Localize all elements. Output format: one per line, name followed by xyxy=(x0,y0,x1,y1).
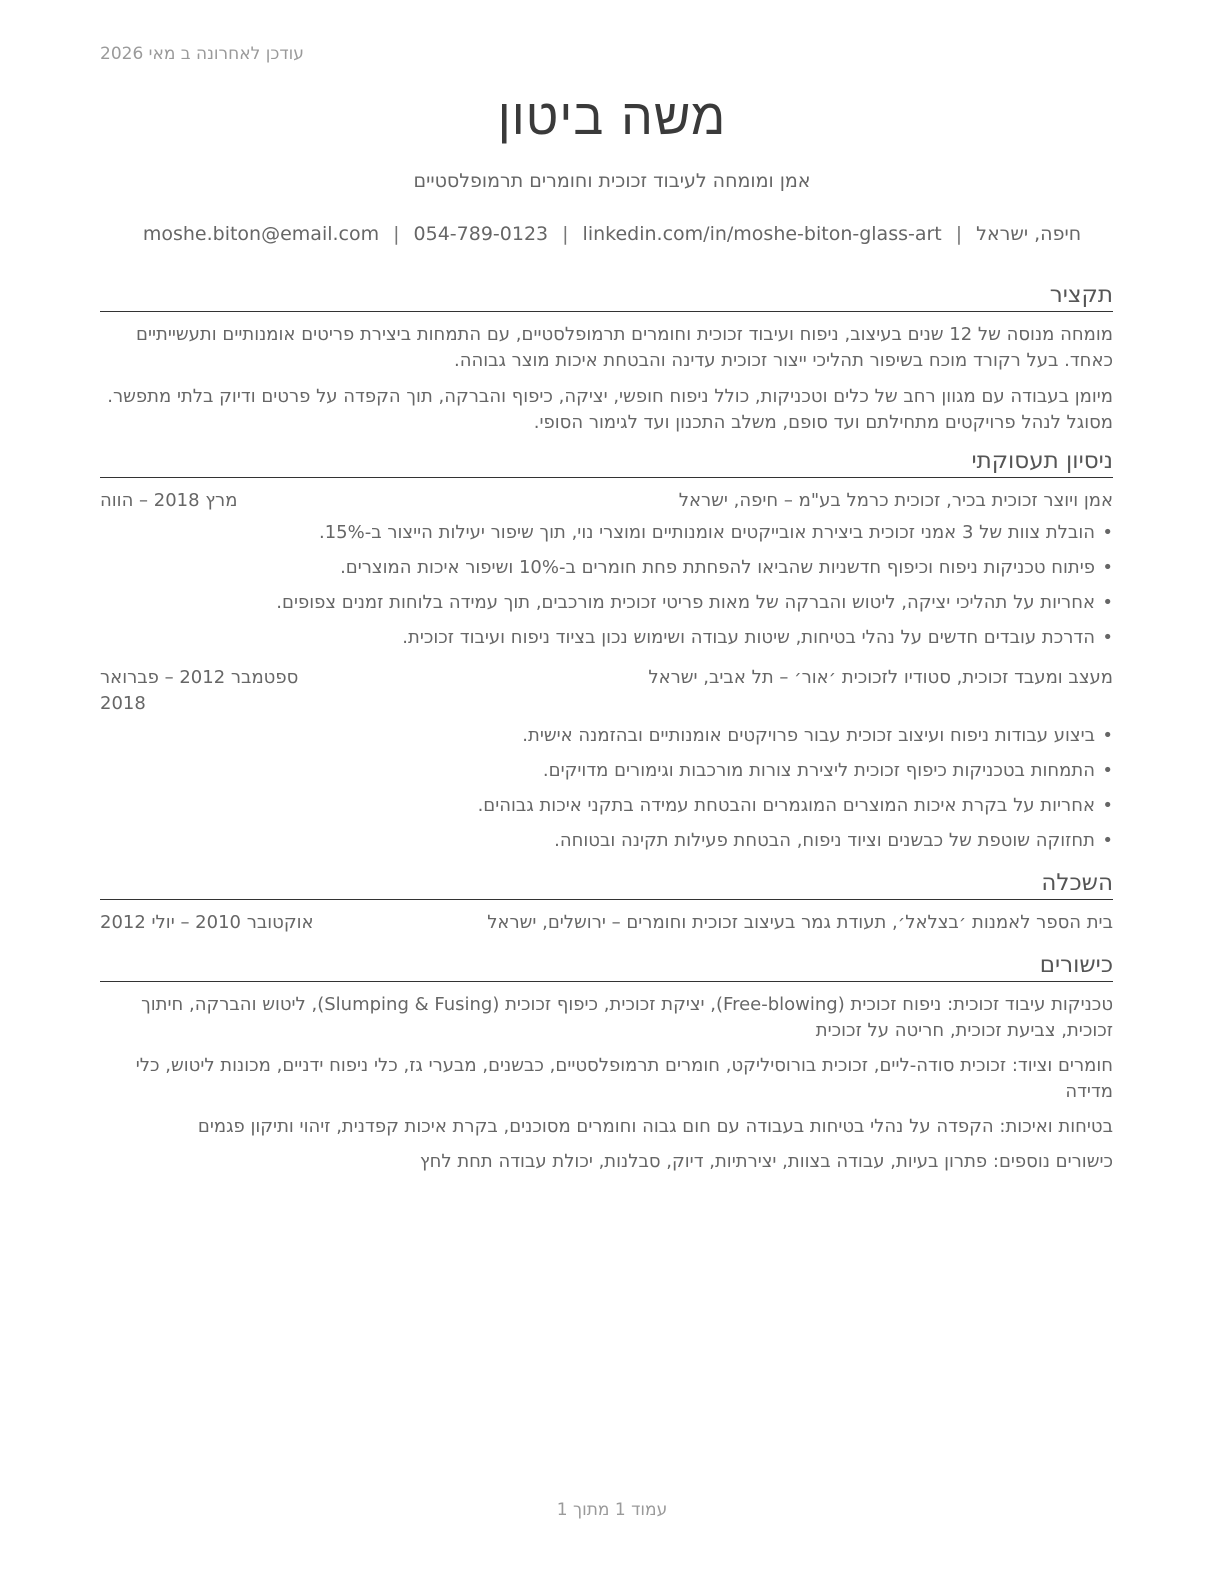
job-bullet: • הובלת צוות של 3 אמני זכוכית ביצירת אובייקטים אומנותיים ומוצרי נוי, תוך שיפור יעילות הייצור ב-15%. xyxy=(100,520,1113,546)
job-bullet: • הדרכת עובדים חדשים על נהלי בטיחות, שיטות עבודה ושימוש נכון בציוד ניפוח ועיבוד זכוכית. xyxy=(100,625,1113,651)
contact-linkedin[interactable]: linkedin.com/in/moshe-biton-glass-art xyxy=(582,223,942,245)
job-header xyxy=(100,488,1113,514)
section-title-education: השכלה xyxy=(100,868,1113,900)
contact-separator: | xyxy=(393,223,400,245)
contact-location: חיפה, ישראל xyxy=(976,223,1082,245)
skill-item: טכניקות עיבוד זכוכית: ניפוח זכוכית (Free-blowing), יציקת זכוכית, כיפוף זכוכית (Slumping & Fusing), ליטוש והברקה, חיתוך זכוכית, צביעת זכוכית, חריטה על זכוכית xyxy=(141,994,1113,1041)
job-bullet: • תחזוקה שוטפת של כבשנים וציוד ניפוח, הבטחת פעילות תקינה ובטוחה. xyxy=(100,828,1113,854)
contact-line xyxy=(0,223,1224,245)
summary-paragraph: מומחה מנוסה של 12 שנים בעיצוב, ניפוח ועיבוד זכוכית וחומרים תרמופלסטיים, עם התמחות ביצירת פריטים אומנותיים ותעשייתיים כאחד. בעל רקורד מוכח בשיפור תהליכי ייצור זכוכית עדינה והבטחת איכות מוצר גבוהה. xyxy=(136,324,1113,371)
summary-paragraph: מיומן בעבודה עם מגוון רחב של כלים וטכניקות, כולל ניפוח חופשי, יציקה, כיפוף והברקה, תוך הקפדה על פרטים ודיוק בלתי מתפשר. מסוגל לנהל פרויקטים מתחילתם ועד סופם, משלב התכנון ועד לגימור הסופי. xyxy=(107,386,1113,433)
job-dates: ספטמבר 2012 – פברואר 2018 xyxy=(100,667,299,714)
job-entry xyxy=(100,488,1113,651)
contact-separator: | xyxy=(955,223,963,245)
skill-item: כישורים נוספים: פתרון בעיות, עבודה בצוות, יצירתיות, דיוק, סבלנות, יכולת עבודה תחת לחץ xyxy=(419,1151,1113,1172)
skill-item: בטיחות ואיכות: הקפדה על נהלי בטיחות בעבודה עם חום גבוה וחומרים מסוכנים, בקרת איכות קפדנית, זיהוי ותיקון פגמים xyxy=(197,1116,1113,1137)
job-bullet: • פיתוח טכניקות ניפוח וכיפוף חדשניות שהביאו להפחתת פחת חומרים ב-10% ושיפור איכות המוצרים. xyxy=(100,555,1113,581)
section-title-skills: כישורים xyxy=(100,950,1113,982)
job-bullet: • אחריות על תהליכי יציקה, ליטוש והברקה של מאות פריטי זכוכית מורכבים, תוך עמידה בלוחות זמנים צפופים. xyxy=(100,590,1113,616)
job-header xyxy=(100,665,1113,717)
job-dates: מרץ 2018 – הווה xyxy=(100,490,238,511)
resume-content xyxy=(100,274,1113,1184)
job-bullets xyxy=(100,520,1113,651)
person-name: משה ביטון xyxy=(497,88,727,146)
education-entry xyxy=(100,910,1113,936)
section-title-experience: ניסיון תעסוקתי xyxy=(100,446,1113,478)
job-bullet: • התמחות בטכניקות כיפוף זכוכית ליצירת צורות מורכבות וגימורים מדויקים. xyxy=(100,758,1113,784)
job-title: מעצב ומעבד זכוכית, סטודיו לזכוכית ׳אור׳ – תל אביב, ישראל xyxy=(648,667,1113,688)
education-dates: אוקטובר 2010 – יולי 2012 xyxy=(100,912,314,933)
job-entry xyxy=(100,665,1113,854)
education-institution: בית הספר לאמנות ׳בצלאל׳, תעודת גמר בעיצוב זכוכית וחומרים – ירושלים, ישראל xyxy=(487,912,1113,933)
job-title: אמן ויוצר זכוכית בכיר, זכוכית כרמל בע"מ – חיפה, ישראל xyxy=(678,490,1113,511)
page-number: עמוד 1 מתוך 1 xyxy=(556,1500,668,1520)
contact-email[interactable]: moshe.biton@email.com xyxy=(142,223,380,245)
job-bullet: • ביצוע עבודות ניפוח ועיצוב זכוכית עבור פרויקטים אומנותיים ובהזמנה אישית. xyxy=(100,723,1113,749)
section-title-summary: תקציר xyxy=(100,280,1113,312)
job-bullets xyxy=(100,723,1113,854)
job-bullet: • אחריות על בקרת איכות המוצרים המוגמרים והבטחת עמידה בתקני איכות גבוהים. xyxy=(100,793,1113,819)
last-updated: עודכן לאחרונה ב מאי 2026 xyxy=(100,44,304,64)
contact-separator: | xyxy=(562,223,569,245)
skill-item: חומרים וציוד: זכוכית סודה-ליים, זכוכית בורוסיליקט, חומרים תרמופלסטיים, כבשנים, מבערי גז, כלי ניפוח ידניים, מכונות ליטוש, כלי מדידה xyxy=(135,1055,1113,1102)
contact-phone[interactable]: 054-789-0123 xyxy=(413,223,549,245)
professional-subtitle: אמן ומומחה לעיבוד זכוכית וחומרים תרמופלסטיים xyxy=(413,170,811,192)
